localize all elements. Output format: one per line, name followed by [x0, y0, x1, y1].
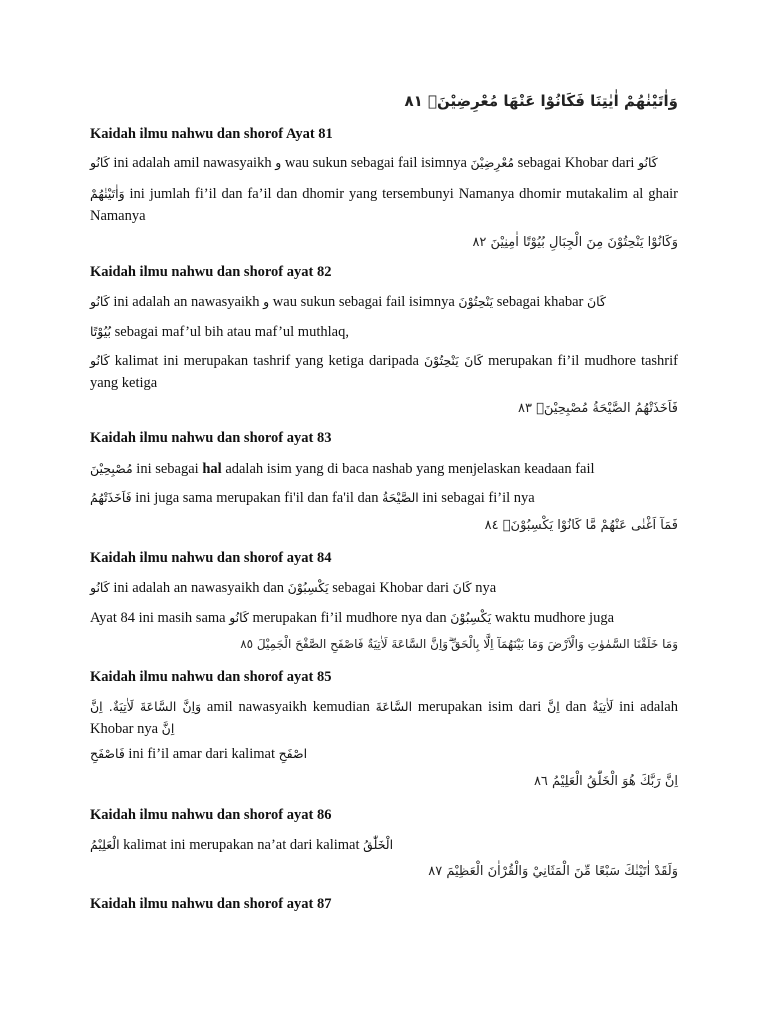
verse-87: وَلَقَدْ اٰتَيْنٰكَ سَبْعًا مِّنَ الْمَثَانِيْ وَالْقُرْاٰنَ الْعَظِيْمَ ٨٧	[428, 864, 678, 879]
paragraph-81b: وَاٰتَيْنٰهُمْ ini jumlah fi’il dan fa’il dan dhomir yang tersembunyi Namanya dhomir mutakalim al ghair Namanya	[90, 186, 678, 224]
heading-ayat-81: Kaidah ilmu nahwu dan shorof Ayat 81	[90, 126, 333, 142]
paragraph-82b: بُيُوْتًا sebagai maf’ul bih atau maf’ul muthlaq,	[90, 324, 349, 340]
paragraph-83b: فَاَخَذَتْهُمُ ini juga sama merupakan fi'il dan fa'il dan الصَّيْحَةُ ini sebagai fi’il nya	[90, 490, 535, 506]
verse-86: اِنَّ رَبَّكَ هُوَ الْخَلّٰقُ الْعَلِيْمُ ٨٦	[533, 774, 678, 789]
paragraph-86a: الْعَلِيْمُ kalimat ini merupakan na’at dari kalimat الْخَلّٰقُ	[90, 837, 394, 853]
heading-ayat-82: Kaidah ilmu nahwu dan shorof ayat 82	[90, 264, 332, 280]
heading-ayat-85: Kaidah ilmu nahwu dan shorof ayat 85	[90, 669, 332, 685]
paragraph-85b: فَاصْفَحِ ini fi’il amar dari kalimat اصْفَحِ	[90, 746, 308, 762]
paragraph-84b: Ayat 84 ini masih sama كَانُو merupakan fi’il mudhore nya dan يَكْسِبُوْنَ waktu mudhore juga	[90, 610, 615, 626]
verse-83: فَاَخَذَتْهُمُ الصَّيْحَةُ مُصْبِحِيْنَۙ ٨٣	[518, 401, 678, 416]
verse-85: وَمَا خَلَقْنَا السَّمٰوٰتِ وَالْاَرْضَ وَمَا بَيْنَهُمَآ اِلَّا بِالْحَقِّ ۗوَاِنَّ السَّاعَةَ لَاٰتِيَةٌ فَاصْفَحِ الصَّفْحَ الْجَمِيْلَ ٨٥	[240, 637, 678, 651]
paragraph-84a: كَانُو ini adalah an nawasyaikh dan يَكْسِبُوْنَ sebagai Khobar dari كَانَ nya	[90, 580, 497, 596]
verse-81: وَاٰتَيْنٰهُمْ اٰيٰتِنَا فَكَانُوْا عَنْهَا مُعْرِضِيْنَۙ ٨١	[404, 92, 678, 110]
verse-84: فَمَآ اَغْنٰى عَنْهُمْ مَّا كَانُوْا يَكْسِبُوْنَۗ ٨٤	[484, 518, 678, 533]
paragraph-85a: وَاِنَّ السَّاعَةَ لَاٰتِيَةٌ. اِنَّ amil nawasyaikh kemudian السَّاعَةَ merupakan isim dari اِنَّ dan لَاٰتِيَةٌ ini adalah Khobar nya اِنَّ	[90, 699, 678, 737]
verse-82: وَكَانُوْا يَنْحِتُوْنَ مِنَ الْجِبَالِ بُيُوْتًا اٰمِنِيْنَ ٨٢	[472, 235, 678, 250]
paragraph-83a: مُصْبِحِيْنَ ini sebagai hal adalah isim yang di baca nashab yang menjelaskan keadaan fail	[90, 461, 595, 477]
heading-ayat-87: Kaidah ilmu nahwu dan shorof ayat 87	[90, 896, 332, 912]
heading-ayat-83: Kaidah ilmu nahwu dan shorof ayat 83	[90, 430, 332, 446]
paragraph-82c: كَانُو kalimat ini merupakan tashrif yang ketiga daripada كَانَ يَنْحِتُوْنَ merupakan fi’il mudhore tashrif yang ketiga	[90, 353, 678, 391]
heading-ayat-86: Kaidah ilmu nahwu dan shorof ayat 86	[90, 807, 332, 823]
paragraph-82a: كَانُو ini adalah an nawasyaikh و wau sukun sebagai fail isimnya يَنْحِتُوْنَ sebagai khabar كَانَ	[90, 294, 606, 310]
paragraph-81a: كَانُو ini adalah amil nawasyaikh و wau sukun sebagai fail isimnya مُعْرِضِيْنَ sebagai Khobar dari كَانُو	[90, 155, 658, 171]
heading-ayat-84: Kaidah ilmu nahwu dan shorof ayat 84	[90, 550, 332, 566]
